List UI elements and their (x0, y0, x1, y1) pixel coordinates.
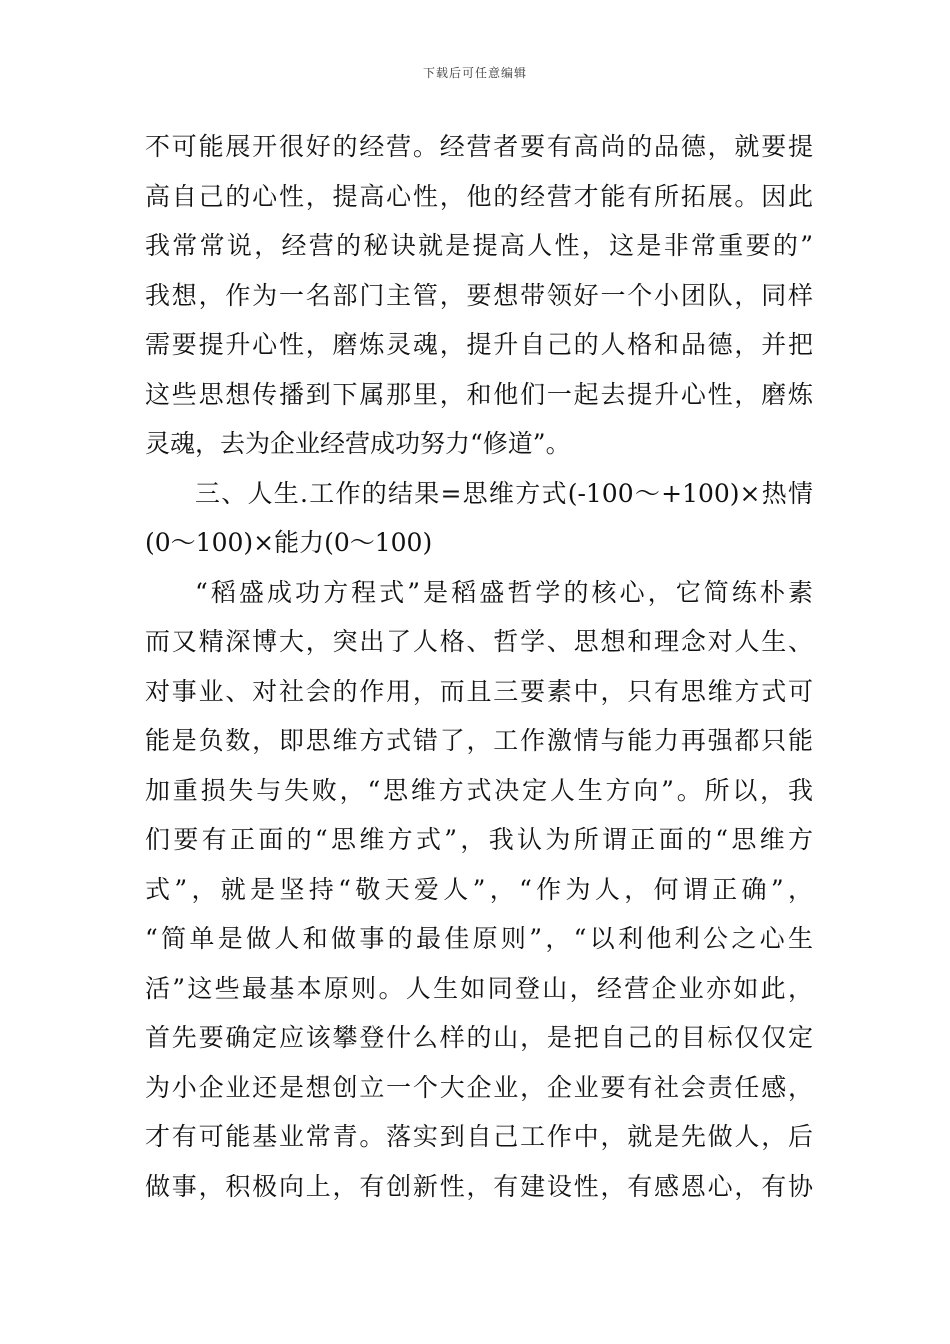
text-line: 需要提升心性，磨炼灵魂，提升自己的人格和品德，并把 (145, 330, 813, 359)
text-line: 灵魂，去为企业经营成功努力“修道”。 (145, 429, 571, 458)
text-line: 我想，作为一名部门主管，要想带领好一个小团队，同样 (145, 280, 813, 310)
text-line: 式”，就是坚持“敬天爱人”，“作为人，何谓正确”， (145, 874, 813, 904)
text-line: 而又精深博大，突出了人格、哲学、思想和理念对人生、 (145, 627, 813, 656)
text-line: 不可能展开很好的经营。经营者要有高尚的品德，就要提 (145, 132, 813, 161)
document-body (145, 122, 813, 1211)
section-heading-line: 三、人生.工作的结果=思维方式(-100～+100)×热情 (195, 478, 813, 508)
text-line: 们要有正面的“思维方式”，我认为所谓正面的“思维方 (145, 825, 813, 854)
text-line: 为小企业还是想创立一个大企业，企业要有社会责任感， (145, 1072, 813, 1102)
paragraph-first-line: “稻盛成功方程式”是稻盛哲学的核心，它简练朴素 (195, 577, 813, 607)
text-line: 这些思想传播到下属那里，和他们一起去提升心性，磨炼 (145, 379, 813, 409)
text-line: 对事业、对社会的作用，而且三要素中，只有思维方式可 (145, 676, 813, 706)
section-heading-line: (0～100)×能力(0～100) (145, 528, 433, 557)
text-line: “简单是做人和做事的最佳原则”，“以利他利公之心生 (145, 924, 813, 953)
text-line: 加重损失与失败，“思维方式决定人生方向”。所以，我 (145, 775, 813, 805)
text-line: 首先要确定应该攀登什么样的山，是把自己的目标仅仅定 (145, 1023, 813, 1052)
text-line: 活”这些最基本原则。人生如同登山，经营企业亦如此， (145, 973, 813, 1003)
text-line: 我常常说，经营的秘诀就是提高人性，这是非常重要的” (145, 231, 813, 260)
text-line: 做事，积极向上，有创新性，有建设性，有感恩心，有协 (145, 1171, 813, 1201)
text-line: 高自己的心性，提高心性，他的经营才能有所拓展。因此 (145, 181, 813, 211)
text-line: 才有可能基业常青。落实到自己工作中，就是先做人，后 (145, 1122, 813, 1151)
page-header: 下载后可任意编辑 (422, 66, 527, 80)
text-line: 能是负数，即思维方式错了，工作激情与能力再强都只能 (145, 726, 813, 755)
